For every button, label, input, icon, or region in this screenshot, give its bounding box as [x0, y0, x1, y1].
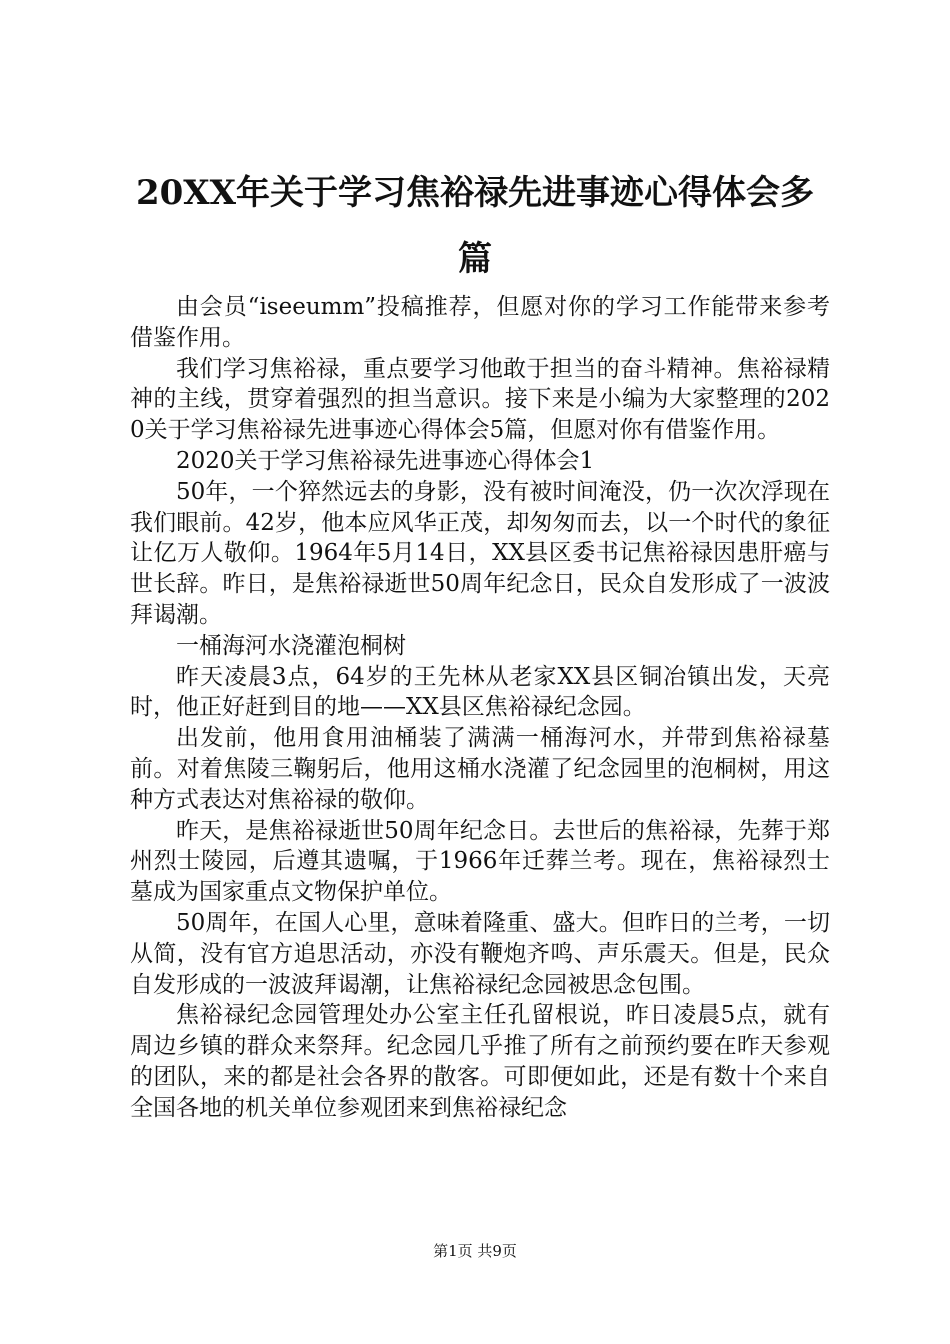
document-title: 20XX年关于学习焦裕禄先进事迹心得体会多篇 [135, 173, 815, 279]
paragraph: 焦裕禄纪念园管理处办公室主任孔留根说，昨日凌晨5点，就有周边乡镇的群众来祭拜。纪念园几乎推了所有之前预约要在昨天参观的团队，来的都是社会各界的散客。可即便如此，还是有数十个来自全国各地的机关单位参观团来到焦裕禄纪念 [130, 1002, 830, 1121]
paragraph: 50年，一个猝然远去的身影，没有被时间淹没，仍一次次浮现在我们眼前。42岁，他本应风华正茂，却匆匆而去，以一个时代的象征让亿万人敬仰。1964年5月14日，XX县区委书记焦裕禄因患肝癌与世长辞。昨日，是焦裕禄逝世50周年纪念日，民众自发形成了一波波拜谒潮。 [130, 478, 830, 628]
subheading: 一桶海河水浇灌泡桐树 [176, 632, 406, 659]
paragraph: 昨天凌晨3点，64岁的王先林从老家XX县区铜冶镇出发，天亮时，他正好赶到目的地——XX县区焦裕禄纪念园。 [130, 663, 830, 721]
paragraph: 出发前，他用食用油桶装了满满一桶海河水，并带到焦裕禄墓前。对着焦陵三鞠躬后，他用这桶水浇灌了纪念园里的泡桐树，用这种方式表达对焦裕禄的敬仰。 [130, 725, 830, 813]
page-number-footer: 第1页 共9页 [433, 1242, 517, 1260]
paragraph-intro: 由会员“iseeumm”投稿推荐，但愿对你的学习工作能带来参考借鉴作用。 [130, 294, 830, 351]
document-body [130, 292, 830, 1124]
paragraph-summary: 我们学习焦裕禄，重点要学习他敢于担当的奋斗精神。焦裕禄精神的主线，贯穿着强烈的担当意识。接下来是小编为大家整理的2020关于学习焦裕禄先进事迹心得体会5篇，但愿对你有借鉴作用。 [130, 355, 830, 444]
paragraph: 昨天，是焦裕禄逝世50周年纪念日。去世后的焦裕禄，先葬于郑州烈士陵园，后遵其遗嘱，于1966年迁葬兰考。现在，焦裕禄烈士墓成为国家重点文物保护单位。 [130, 817, 830, 906]
section-heading-1: 2020关于学习焦裕禄先进事迹心得体会1 [176, 447, 595, 474]
paragraph: 50周年，在国人心里，意味着隆重、盛大。但昨日的兰考，一切从简，没有官方追思活动，亦没有鞭炮齐鸣、声乐震天。但是，民众自发形成的一波波拜谒潮，让焦裕禄纪念园被思念包围。 [130, 909, 830, 998]
